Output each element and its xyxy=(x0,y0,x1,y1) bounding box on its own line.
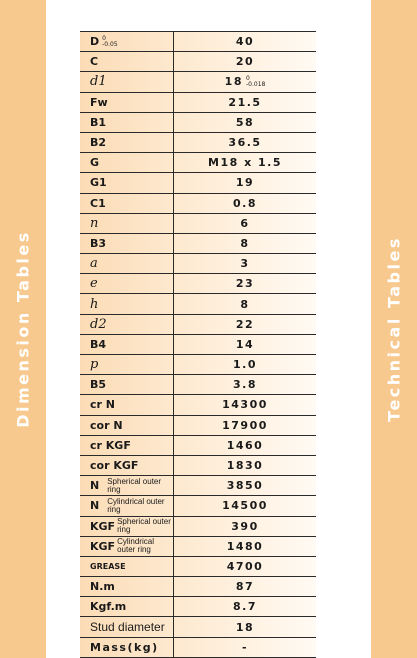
row-label: C xyxy=(80,52,174,71)
table-row xyxy=(80,577,316,597)
row-value: 1.0 xyxy=(233,358,257,372)
table-row xyxy=(80,72,316,92)
row-value: 3 xyxy=(240,257,250,271)
table-row xyxy=(80,496,316,516)
row-label: N Spherical outer ring xyxy=(80,476,174,495)
row-value: 3850 xyxy=(226,479,264,493)
row-value: 21.5 xyxy=(228,95,262,109)
table-row xyxy=(80,517,316,537)
row-label: N.m xyxy=(80,577,174,596)
table-row xyxy=(80,416,316,436)
row-label: Kgf.m xyxy=(80,597,174,616)
row-value: 8 xyxy=(240,236,250,250)
table-row xyxy=(80,173,316,193)
row-value: 18 0 -0.018 xyxy=(224,74,266,89)
row-label: G xyxy=(80,153,174,172)
table-row xyxy=(80,537,316,557)
row-value: 14500 xyxy=(222,499,268,513)
row-value: 20 xyxy=(235,55,255,69)
table-row xyxy=(80,315,316,335)
row-label: cr KGF xyxy=(80,436,174,455)
row-label: B5 xyxy=(80,375,174,394)
row-value: 19 xyxy=(235,176,255,190)
row-label: Mass(kg) xyxy=(80,638,174,657)
row-label: B4 xyxy=(80,335,174,354)
table-row xyxy=(80,617,316,637)
row-value: - xyxy=(241,640,249,654)
table-row xyxy=(80,93,316,113)
row-value: 14300 xyxy=(222,398,268,412)
dimension-table xyxy=(80,31,316,658)
table-row xyxy=(80,375,316,395)
table-row xyxy=(80,113,316,133)
row-label: cr N xyxy=(80,395,174,414)
row-value: 87 xyxy=(235,580,255,594)
left-side-band xyxy=(0,0,46,658)
table-row xyxy=(80,153,316,173)
row-label: h xyxy=(80,294,174,313)
row-label: e xyxy=(80,274,174,293)
row-value: 6 xyxy=(240,216,250,230)
row-value: 1830 xyxy=(226,459,264,473)
row-label: B1 xyxy=(80,113,174,132)
row-label: KGF Spherical outer ring xyxy=(80,517,174,536)
row-label: N Cylindrical outer ring xyxy=(80,496,174,515)
row-value: 1460 xyxy=(226,438,264,452)
table-row xyxy=(80,395,316,415)
row-value: 390 xyxy=(231,519,259,533)
row-label: d2 xyxy=(80,315,174,334)
row-label: p xyxy=(80,355,174,374)
row-value: 0.8 xyxy=(233,196,257,210)
table-row xyxy=(80,355,316,375)
row-value: 40 xyxy=(235,35,255,49)
row-value: 14 xyxy=(235,337,255,351)
table-row xyxy=(80,436,316,456)
table-row xyxy=(80,597,316,617)
row-value: 8 xyxy=(240,297,250,311)
row-label: KGF Cylindrical outer ring xyxy=(80,537,174,556)
row-label: B3 xyxy=(80,234,174,253)
table-row xyxy=(80,234,316,254)
row-value: 23 xyxy=(235,277,255,291)
table-row xyxy=(80,32,316,52)
row-value: 3.8 xyxy=(233,378,257,392)
row-label: cor KGF xyxy=(80,456,174,475)
row-label: Stud diameter xyxy=(80,617,174,636)
row-value: 1480 xyxy=(226,539,264,553)
left-side-label: Dimension Tables xyxy=(13,230,33,428)
table-row xyxy=(80,638,316,658)
right-side-label: Technical Tables xyxy=(384,236,404,422)
row-value: 36.5 xyxy=(228,136,262,150)
row-label: B2 xyxy=(80,133,174,152)
row-label: Fw xyxy=(80,93,174,112)
row-label: G1 xyxy=(80,173,174,192)
row-label: d1 xyxy=(80,72,174,91)
row-value: 58 xyxy=(235,115,255,129)
table-row xyxy=(80,476,316,496)
table-row xyxy=(80,557,316,577)
row-value: 22 xyxy=(235,317,255,331)
table-row xyxy=(80,214,316,234)
table-row xyxy=(80,52,316,72)
table-row xyxy=(80,456,316,476)
row-value: M18 x 1.5 xyxy=(208,156,282,170)
right-side-band xyxy=(371,0,417,658)
table-row xyxy=(80,335,316,355)
table-row xyxy=(80,274,316,294)
table-row xyxy=(80,294,316,314)
row-value: 4700 xyxy=(226,559,264,573)
row-value: 17900 xyxy=(222,418,268,432)
row-label: C1 xyxy=(80,194,174,213)
row-label: cor N xyxy=(80,416,174,435)
row-label: GREASE xyxy=(80,557,174,576)
table-row xyxy=(80,194,316,214)
row-label: a xyxy=(80,254,174,273)
row-value: 18 xyxy=(235,620,255,634)
row-label: D 0 -0.05 xyxy=(80,32,174,51)
table-row xyxy=(80,133,316,153)
table-row xyxy=(80,254,316,274)
row-label: n xyxy=(80,214,174,233)
row-value: 8.7 xyxy=(233,600,257,614)
